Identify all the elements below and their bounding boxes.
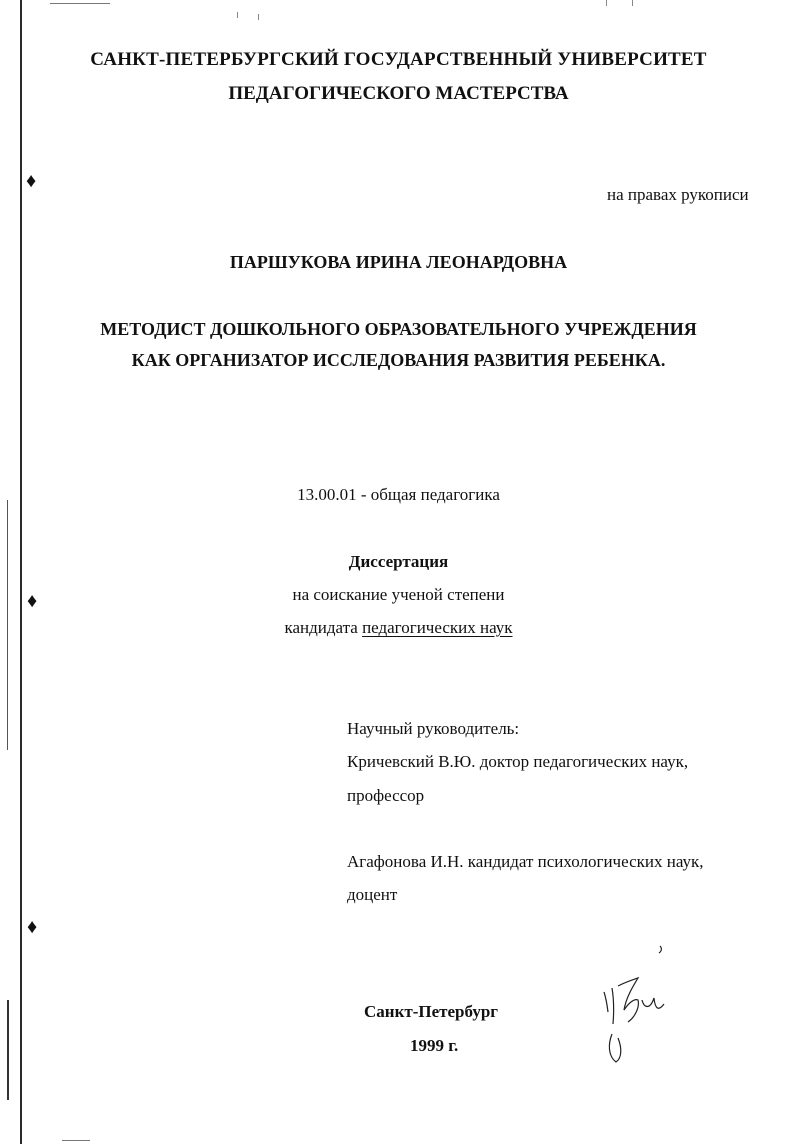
thesis-title-line2: КАК ОРГАНИЗАТОР ИССЛЕДОВАНИЯ РАЗВИТИЯ РЕБЕНКА. (131, 350, 666, 370)
advisor1-name: Кричевский В.Ю. доктор педагогических наук, (347, 752, 689, 771)
year: 1999 г. (410, 1036, 459, 1055)
hole-punch-mark-icon: ♦ (26, 170, 37, 192)
scan-edge-line (7, 1000, 9, 1100)
university-name-line1: САНКТ-ПЕТЕРБУРГСКИЙ ГОСУДАРСТВЕННЫЙ УНИВЕРСИТЕТ (90, 49, 707, 70)
manuscript-note: на правах рукописи (607, 185, 749, 204)
degree-field: педагогических наук (362, 618, 513, 637)
handwritten-signature-icon (598, 938, 678, 1073)
scan-speck (606, 0, 607, 6)
thesis-title-line1: МЕТОДИСТ ДОШКОЛЬНОГО ОБРАЗОВАТЕЛЬНОГО УЧРЕЖДЕНИЯ (100, 319, 697, 339)
advisor2-name: Агафонова И.Н. кандидат психологических наук, (347, 852, 704, 871)
scan-speck (237, 12, 238, 18)
scan-rule (50, 3, 110, 4)
advisor1-title: профессор (347, 786, 425, 805)
degree-prefix: кандидата (284, 618, 363, 637)
advisor-label: Научный руководитель: (347, 719, 520, 738)
specialty-code: 13.00.01 - общая педагогика (297, 485, 500, 504)
hole-punch-mark-icon: ♦ (27, 916, 38, 938)
advisor2-title: доцент (347, 885, 398, 904)
scan-speck (258, 14, 259, 20)
scan-rule (62, 1140, 90, 1141)
degree-line1: на соискание ученой степени (292, 585, 505, 604)
degree-line2 (0, 618, 797, 638)
author-name: ПАРШУКОВА ИРИНА ЛЕОНАРДОВНА (229, 252, 568, 272)
scan-edge-line (20, 0, 22, 1144)
hole-punch-mark-icon: ♦ (27, 590, 38, 612)
scan-speck (632, 0, 633, 6)
city: Санкт-Петербург (364, 1002, 499, 1021)
dissertation-heading: Диссертация (348, 552, 449, 571)
university-name-line2: ПЕДАГОГИЧЕСКОГО МАСТЕРСТВА (228, 83, 569, 104)
